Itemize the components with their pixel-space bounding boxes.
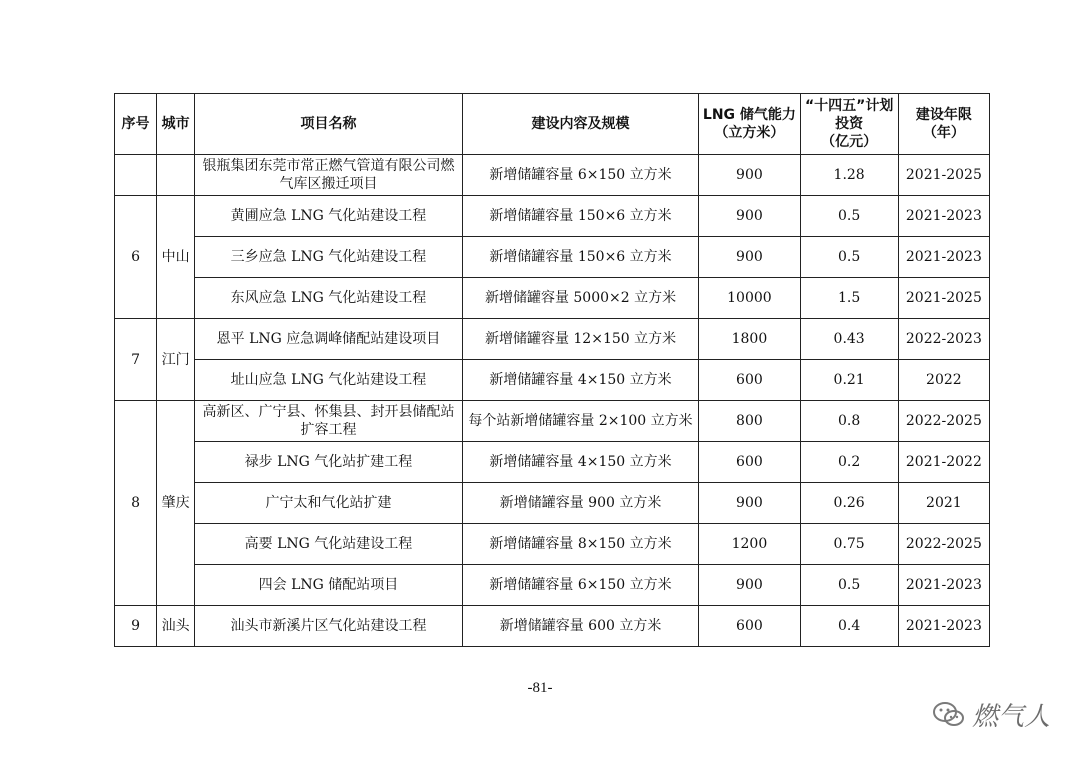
table-row [115,565,990,606]
content-cell: 新增储罐容量 12×150 立方米 [462,319,699,360]
content-cell: 新增储罐容量 5000×2 立方米 [462,278,699,319]
capacity-cell: 10000 [699,278,800,319]
city-cell: 中山 [157,196,195,319]
project-cell: 黄圃应急 LNG 气化站建设工程 [195,196,463,237]
table-row [115,155,990,196]
investment-cell: 0.21 [800,360,898,401]
header-city: 城市 [157,94,195,155]
table-row [115,442,990,483]
investment-cell: 0.5 [800,237,898,278]
table-row [115,278,990,319]
seq-cell: 8 [115,401,157,606]
capacity-cell: 1800 [699,319,800,360]
page-number: -81- [527,680,553,696]
years-cell: 2021-2025 [898,155,989,196]
project-cell: 东风应急 LNG 气化站建设工程 [195,278,463,319]
years-cell: 2022-2023 [898,319,989,360]
city-cell: 汕头 [157,606,195,647]
years-cell: 2022 [898,360,989,401]
years-cell: 2022-2025 [898,524,989,565]
project-cell: 高要 LNG 气化站建设工程 [195,524,463,565]
investment-cell: 0.4 [800,606,898,647]
capacity-cell: 900 [699,483,800,524]
investment-cell: 0.5 [800,565,898,606]
content-cell: 新增储罐容量 900 立方米 [462,483,699,524]
watermark-text: 燃气人 [971,702,1050,732]
project-cell: 高新区、广宁县、怀集县、封开县储配站扩容工程 [195,401,463,442]
capacity-cell: 600 [699,360,800,401]
project-cell: 恩平 LNG 应急调峰储配站建设项目 [195,319,463,360]
capacity-cell: 600 [699,442,800,483]
content-cell: 每个站新增储罐容量 2×100 立方米 [462,401,699,442]
content-cell: 新增储罐容量 150×6 立方米 [462,237,699,278]
project-table [114,93,990,647]
investment-cell: 0.26 [800,483,898,524]
investment-cell: 1.28 [800,155,898,196]
table-header-row [115,94,990,155]
wechat-icon [932,700,966,730]
years-cell: 2022-2025 [898,401,989,442]
investment-cell: 0.43 [800,319,898,360]
capacity-cell: 900 [699,565,800,606]
table-row [115,319,990,360]
project-cell: 禄步 LNG 气化站扩建工程 [195,442,463,483]
capacity-cell: 800 [699,401,800,442]
content-cell: 新增储罐容量 4×150 立方米 [462,360,699,401]
investment-cell: 0.75 [800,524,898,565]
content-cell: 新增储罐容量 150×6 立方米 [462,196,699,237]
years-cell: 2021-2023 [898,606,989,647]
table-row [115,360,990,401]
watermark [932,696,1050,733]
header-years: 建设年限 （年） [898,94,989,155]
content-cell: 新增储罐容量 8×150 立方米 [462,524,699,565]
city-cell [157,155,195,196]
table-row [115,401,990,442]
investment-cell: 0.5 [800,196,898,237]
project-cell: 银瓶集团东莞市常正燃气管道有限公司燃气库区搬迁项目 [195,155,463,196]
table-row [115,606,990,647]
investment-cell: 0.8 [800,401,898,442]
years-cell: 2021-2025 [898,278,989,319]
table-row [115,524,990,565]
capacity-cell: 900 [699,237,800,278]
header-seq: 序号 [115,94,157,155]
city-cell: 江门 [157,319,195,401]
content-cell: 新增储罐容量 6×150 立方米 [462,565,699,606]
content-cell: 新增储罐容量 600 立方米 [462,606,699,647]
header-content: 建设内容及规模 [462,94,699,155]
years-cell: 2021 [898,483,989,524]
seq-cell: 9 [115,606,157,647]
years-cell: 2021-2023 [898,196,989,237]
table-row [115,196,990,237]
investment-cell: 1.5 [800,278,898,319]
table-row [115,483,990,524]
capacity-cell: 600 [699,606,800,647]
header-investment: “十四五”计划 投资 （亿元） [800,94,898,155]
project-cell: 四会 LNG 储配站项目 [195,565,463,606]
table-row [115,237,990,278]
content-cell: 新增储罐容量 6×150 立方米 [462,155,699,196]
project-cell: 址山应急 LNG 气化站建设工程 [195,360,463,401]
header-project: 项目名称 [195,94,463,155]
years-cell: 2021-2022 [898,442,989,483]
years-cell: 2021-2023 [898,237,989,278]
seq-cell [115,155,157,196]
capacity-cell: 900 [699,196,800,237]
investment-cell: 0.2 [800,442,898,483]
content-cell: 新增储罐容量 4×150 立方米 [462,442,699,483]
project-cell: 三乡应急 LNG 气化站建设工程 [195,237,463,278]
project-cell: 广宁太和气化站扩建 [195,483,463,524]
city-cell: 肇庆 [157,401,195,606]
seq-cell: 6 [115,196,157,319]
capacity-cell: 900 [699,155,800,196]
header-lng-capacity: LNG 储气能力 （立方米） [699,94,800,155]
years-cell: 2021-2023 [898,565,989,606]
capacity-cell: 1200 [699,524,800,565]
seq-cell: 7 [115,319,157,401]
project-cell: 汕头市新溪片区气化站建设工程 [195,606,463,647]
